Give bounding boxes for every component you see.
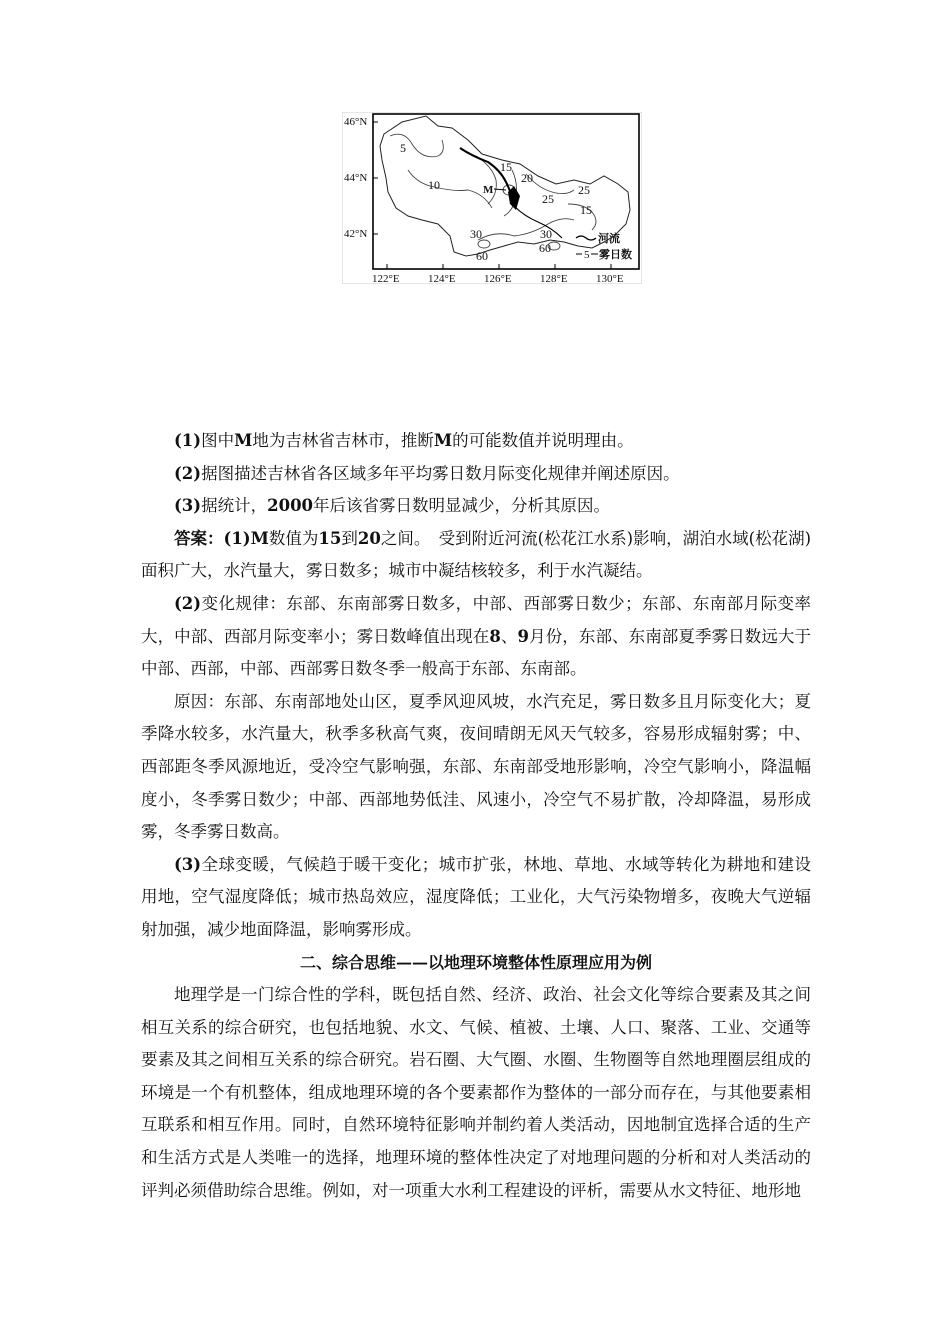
q2-text: 据图描述吉林省各区域多年平均雾日数月际变化规律并阐述原因。 bbox=[201, 463, 680, 483]
q1-text-c: 的可能数值并说明理由。 bbox=[452, 431, 634, 450]
lon-label-122: 122°E bbox=[372, 273, 400, 284]
contour-label-60-east: 60 bbox=[539, 241, 551, 255]
q1-m2: M bbox=[433, 431, 453, 450]
q3-text-a: 据统计， bbox=[201, 496, 268, 516]
legend-fog-days-label: 雾日数 bbox=[599, 249, 632, 261]
point-m-label: M bbox=[483, 184, 494, 196]
a2-text-a: 变化规律：东部、东南部雾日数多，中部、西部雾日数少；东部、东南部月际变率大，中部、西部月际变率小；雾日数峰值出现在 bbox=[141, 593, 811, 646]
lon-label-130: 130°E bbox=[596, 273, 624, 284]
document-body bbox=[141, 425, 811, 1207]
lat-label-44: 44°N bbox=[344, 172, 368, 184]
contour-label-5: 5 bbox=[400, 141, 406, 155]
section-body: 地理学是一门综合性的学科，既包括自然、经济、政治、社会文化等综合要素及其之间相互关系的综合研究，也包括地貌、水文、气候、植被、土壤、人口、聚落、工业、交通等要素及其之间相互关系的综合研究。岩石圈、大气圈、水圈、生物圈等自然地理圈层组成的环境是一个有机整体，组成地理环境的各个要素都作为整体的一部分而存在，与其他要素相互联系和相互作用。同时，自然环境特征影响并制约着人类活动，因地制宜选择合适的生产和生活方式是人类唯一的选择，地理环境的整体性决定了对地理问题的分析和对人类活动的评判必须借助综合思维。例如，对一项重大水利工程建设的评析，需要从水文特征、地形地 bbox=[141, 985, 811, 1200]
a1-text-a: 数值为 bbox=[268, 528, 319, 548]
a3-text: 全球变暖，气候趋于暖干变化；城市扩张，林地、草地、水域等转化为耕地和建设用地，空气湿度降低；城市热岛效应，湿度降低；工业化，大气污染物增多，夜晚大气逆辐射加强，减少地面降温，影响雾形成。 bbox=[141, 854, 811, 939]
contour-label-25: 25 bbox=[542, 192, 554, 206]
lon-label-126: 126°E bbox=[484, 273, 512, 284]
a3-number: (3) bbox=[174, 854, 202, 874]
contour-label-30-west: 30 bbox=[470, 227, 482, 241]
q1-text-a: 图中 bbox=[201, 431, 235, 450]
a2-number: (2) bbox=[174, 593, 202, 613]
q3-number: (3) bbox=[174, 496, 202, 516]
lat-label-42: 42°N bbox=[344, 228, 368, 240]
lon-label-128: 128°E bbox=[540, 273, 568, 284]
lat-label-46: 46°N bbox=[344, 116, 368, 128]
a1-n2: 20 bbox=[357, 528, 381, 548]
a1-m: M bbox=[250, 528, 269, 548]
question-2 bbox=[141, 458, 811, 491]
a2-n8: 8 bbox=[489, 626, 501, 646]
fog-days-map bbox=[342, 112, 642, 284]
q1-text-b: 地为吉林省吉林市，推断 bbox=[252, 431, 434, 450]
section-heading: 二、综合思维——以地理环境整体性原理应用为例 bbox=[299, 952, 652, 972]
legend-contour-value: 5 bbox=[584, 249, 590, 261]
answer-2 bbox=[141, 588, 811, 686]
q1-number: (1) bbox=[174, 431, 202, 450]
contour-label-15: 15 bbox=[500, 160, 512, 174]
answer-label: 答案： bbox=[174, 528, 224, 548]
q3-text-b: 年后该省雾日数明显减少，分析其原因。 bbox=[313, 496, 611, 516]
contour-label-25-east: 25 bbox=[578, 183, 590, 197]
a2-n9: 9 bbox=[517, 626, 530, 646]
contour-label-60-west: 60 bbox=[476, 249, 488, 263]
a1-n1: 15 bbox=[318, 528, 342, 548]
a1-number: (1) bbox=[223, 528, 251, 548]
q3-year: 2000 bbox=[267, 496, 314, 516]
a2-sep: 、 bbox=[500, 626, 518, 646]
answer-1 bbox=[141, 523, 811, 588]
q1-m: M bbox=[234, 431, 253, 450]
answer-3 bbox=[141, 849, 811, 947]
contour-label-30-east: 30 bbox=[540, 227, 552, 241]
answer-reason bbox=[141, 686, 811, 849]
reason-text: 原因：东部、东南部地处山区，夏季风迎风坡，水汽充足，雾日数多且月际变化大；夏季降水较多，水汽量大，秋季多秋高气爽，夜间晴朗无风天气较多，容易形成辐射雾；中、西部距冬季风源地近，受冷空气影响强，东部、东南部受地形影响，冷空气影响小，降温幅度小，冬季雾日数少；中部、西部地势低洼、风速小，冷空气不易扩散，冷却降温，易形成雾，冬季雾日数高。 bbox=[141, 691, 811, 842]
q2-number: (2) bbox=[174, 463, 202, 483]
lon-label-124: 124°E bbox=[428, 273, 456, 284]
contour-label-15-east: 15 bbox=[580, 203, 592, 217]
contour-label-20: 20 bbox=[521, 171, 533, 185]
a2-text-b: 月份，东部、东南部夏季雾日数远大于中部、西部，中部、西部雾日数冬季一般高于东部、东南部。 bbox=[141, 626, 812, 679]
legend-river-label: 河流 bbox=[598, 233, 620, 245]
a1-text-c: 之间。 受到附近河流(松花江水系)影响，湖泊水域(松花湖)面积广大，水汽量大，雾日数多；城市中凝结核较多，利于水汽凝结。 bbox=[141, 528, 812, 581]
a1-text-b: 到 bbox=[341, 528, 358, 548]
question-1 bbox=[141, 425, 811, 458]
contour-label-10: 10 bbox=[428, 178, 440, 192]
question-3 bbox=[141, 490, 811, 523]
